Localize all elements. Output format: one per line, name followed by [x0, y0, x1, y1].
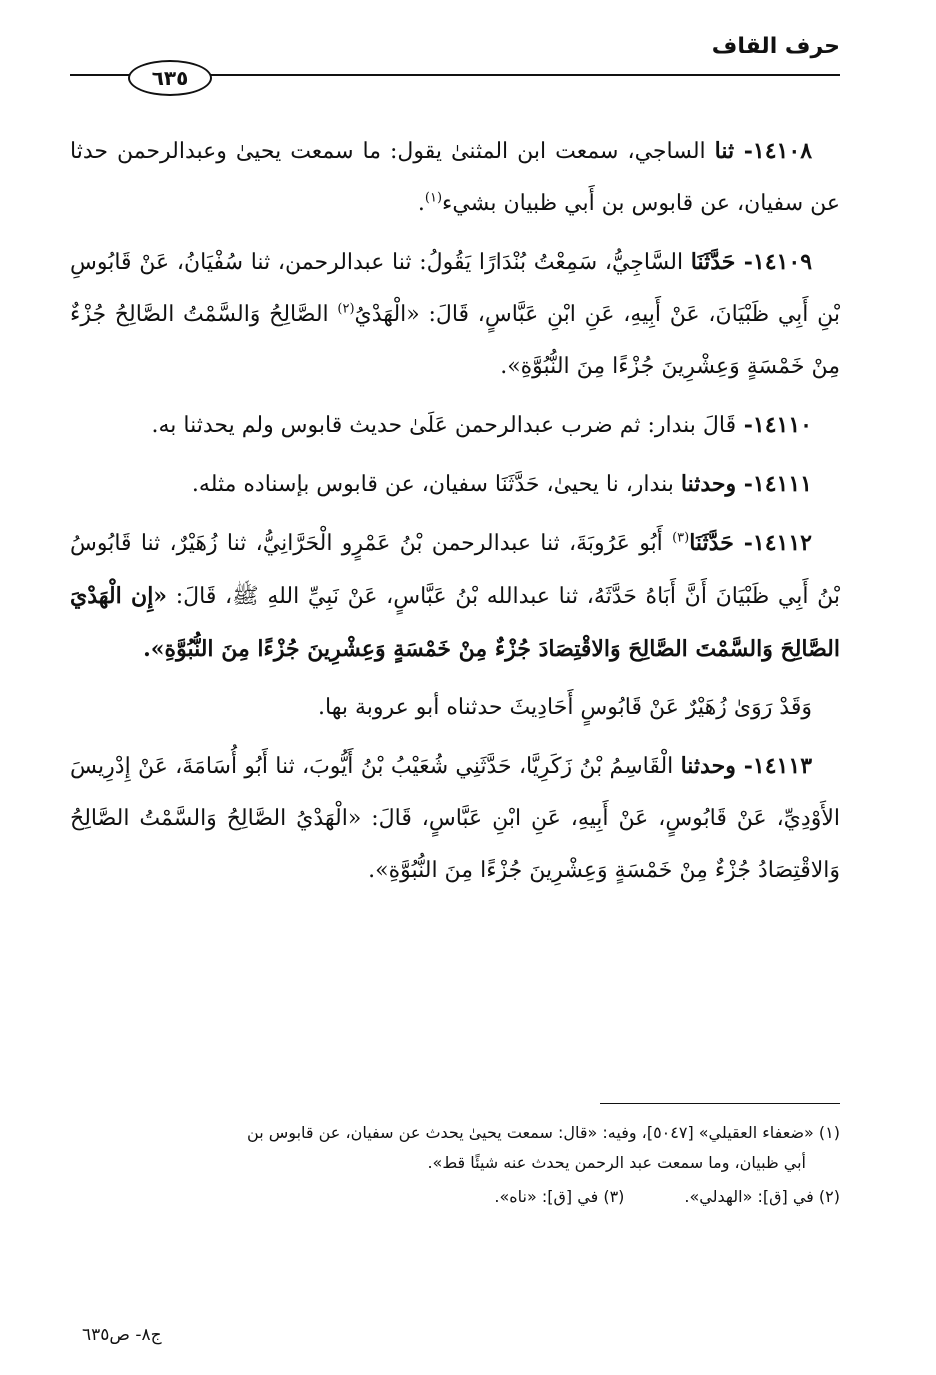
entry-number: ١٤١١٠ [752, 412, 812, 438]
entry-remark [70, 682, 840, 734]
footnote-marker: (١) [424, 190, 443, 206]
entry-opening: وحدثنا [680, 471, 737, 497]
entry-text: السَّاجِيُّ، سَمِعْتُ بُنْدَارًا يَقُولُ: ثنا عبدالرحمن، ثنا سُفْيَانُ، عَنْ قَابُوسِ بْنِ أَبِي ظَبْيَانَ، عَنْ أَبِيهِ، عَنِ ابْنِ عَبَّاسٍ، قَالَ: «الْهَدْيُ [70, 250, 840, 327]
footnote-marker: (٢) [337, 301, 355, 317]
footnotes [70, 1118, 840, 1212]
entry-14109: ١٤١٠٩- حَدَّثَنَا السَّاجِيُّ، سَمِعْتُ بُنْدَارًا يَقُولُ: ثنا عبدالرحمن، ثنا سُفْيَانُ، عَنْ قَابُوسِ بْنِ أَبِي ظَبْيَانَ، عَنْ أَبِيهِ، عَنِ ابْنِ عَبَّاسٍ، قَالَ: «الْهَدْيُ$^{(٢)}$ الصَّالِحُ وَالسَّمْتُ الصَّالِحُ جُزْءٌ مِنْ خَمْسَةٍ وَعِشْرِينَ جُزْءًا مِنَ النُّبُوَّةِ». [70, 249, 840, 379]
footnote-1: (١) «ضعفاء العقيلي» [٥٠٤٧]، وفيه: «قال: سمعت يحيىٰ يحدث عن سفيان، عن قابوس بن [247, 1123, 840, 1142]
entry-14111: ١٤١١١- وحدثنا بندار، نا يحيىٰ، حَدَّثَنَا سفيان، عن قابوس بإسناده مثله. [191, 471, 812, 497]
volume-page-reference: ج٨- ص٦٣٥ [82, 1325, 162, 1345]
entry-text: الْقَاسِمُ بْنُ زَكَرِيَّا، حَدَّثَنِي شُعَيْبُ بْنُ أَيُّوبَ، ثنا أَبُو أُسَامَةَ، عَنْ إِدْرِيسَ الأَوْدِيِّ، عَنْ قَابُوسٍ، عَنْ أَبِيهِ، عَنِ ابْنِ عَبَّاسٍ، قَالَ: «الْهَدْيُ الصَّالِحُ وَالسَّمْتُ الصَّالِحُ وَالاقْتِصَادُ جُزْءٌ مِنْ خَمْسَةٍ وَعِشْرِينَ جُزْءًا مِنَ النُّبُوَّةِ». [70, 754, 840, 883]
entry-text: قَالَ بندار: ثم ضرب عبدالرحمن عَلَىٰ حديث قابوس ولم يحدثنا به. [151, 413, 737, 438]
remark-text: وَقَدْ رَوَىٰ زُهَيْرٌ عَنْ قَابُوسٍ أَحَادِيثَ حدثناه أبو عروبة بها. [318, 695, 812, 720]
entry-text-continued: الصَّالِحُ وَالسَّمْتُ الصَّالِحُ جُزْءٌ مِنْ خَمْسَةٍ وَعِشْرِينَ جُزْءًا مِنَ النُّبُوَّةِ». [70, 302, 840, 379]
entry-number: ١٤١٠٨ [752, 138, 813, 164]
entry-14113: ١٤١١٣- وحدثنا الْقَاسِمُ بْنُ زَكَرِيَّا، حَدَّثَنِي شُعَيْبُ بْنُ أَيُّوبَ، ثنا أَبُو أُسَامَةَ، عَنْ إِدْرِيسَ الأَوْدِيِّ، عَنْ قَابُوسٍ، عَنْ أَبِيهِ، عَنِ ابْنِ عَبَّاسٍ، قَالَ: «الْهَدْيُ الصَّالِحُ وَالسَّمْتُ الصَّالِحُ وَالاقْتِصَادُ جُزْءٌ مِنْ خَمْسَةٍ وَعِشْرِينَ جُزْءًا مِنَ النُّبُوَّةِ». [70, 753, 840, 883]
main-text [70, 125, 840, 903]
entry-number: ١٤١١٣ [752, 753, 813, 779]
entry-opening: حَدَّثَنَا [690, 249, 736, 275]
footnote-2: (٢) في [ق]: «الهدلي». [684, 1187, 840, 1206]
entry-text: أَبُو عَرُوبَةَ، ثنا عبدالرحمن بْنُ عَمْرٍو الْحَرَّانِيُّ، ثنا زُهَيْرٌ، ثنا قَابُوسُ بْنُ أَبِي ظَبْيَانَ أَنَّ أَبَاهُ حَدَّثَهُ، ثنا عبدالله بْنُ عَبَّاسٍ، عَنْ نَبِيِّ اللهِ ﷺ، قَالَ: [70, 531, 840, 609]
entry-number: ١٤١١٢ [752, 530, 812, 556]
entry-14112: ١٤١١٢- حَدَّثَنَا$^{(٣)}$ أَبُو عَرُوبَةَ، ثنا عبدالرحمن بْنُ عَمْرٍو الْحَرَّانِيُّ، ثنا زُهَيْرٌ، ثنا قَابُوسُ بْنُ أَبِي ظَبْيَانَ أَنَّ أَبَاهُ حَدَّثَهُ، ثنا عبدالله بْنُ عَبَّاسٍ، عَنْ نَبِيِّ اللهِ ﷺ، قَالَ: «إِن الْهَدْيَ الصَّالِحَ وَالسَّمْتَ الصَّالِحَ وَالاقْتِصَادَ جُزْءٌ مِنْ خَمْسَةٍ وَعِشْرِينَ جُزْءًا مِنَ النُّبُوَّةِ». [70, 530, 840, 662]
entry-number: ١٤١٠٩ [752, 249, 813, 275]
entry-14110: ١٤١١٠- قَالَ بندار: ثم ضرب عبدالرحمن عَلَىٰ حديث قابوس ولم يحدثنا به. [151, 412, 812, 438]
footnote-row [70, 1182, 840, 1212]
entry-number: ١٤١١١ [752, 471, 812, 497]
hadith-text: «إِن الْهَدْيَ الصَّالِحَ وَالسَّمْتَ الصَّالِحَ وَالاقْتِصَادَ جُزْءٌ مِنْ خَمْسَةٍ وَعِشْرِينَ جُزْءًا مِنَ النُّبُوَّةِ». [70, 583, 840, 662]
footnote-rule [600, 1103, 840, 1104]
entry-opening: ثنا [714, 138, 735, 164]
entry-end: . [417, 191, 425, 216]
entry-14108: ١٤١٠٨- ثنا الساجي، سمعت ابن المثنىٰ يقول: ما سمعت يحيىٰ وعبدالرحمن حدثا عن سفيان، عن قابوس بن أَبي ظبيان بشيء$^{(١)}$. [70, 138, 840, 216]
entry-text: بندار، نا يحيىٰ، حَدَّثَنَا سفيان، عن قابوس بإسناده مثله. [191, 472, 674, 497]
chapter-title: حرف القاف [711, 34, 840, 59]
page-number: ٦٣٥ [128, 60, 212, 96]
footnote-3: (٣) في [ق]: «ناه». [494, 1187, 625, 1206]
entry-opening: حَدَّثَنَا [689, 530, 734, 556]
footnote-marker: (٣) [672, 530, 690, 546]
footnote-1-continued: أبي ظبيان، وما سمعت عبد الرحمن يحدث عنه شيئًا قط». [427, 1153, 806, 1172]
entry-text: الساجي، سمعت ابن المثنىٰ يقول: ما سمعت يحيىٰ وعبدالرحمن حدثا عن سفيان، عن قابوس بن أَبي ظبيان بشيء [70, 139, 840, 216]
entry-opening: وحدثنا [680, 753, 736, 779]
